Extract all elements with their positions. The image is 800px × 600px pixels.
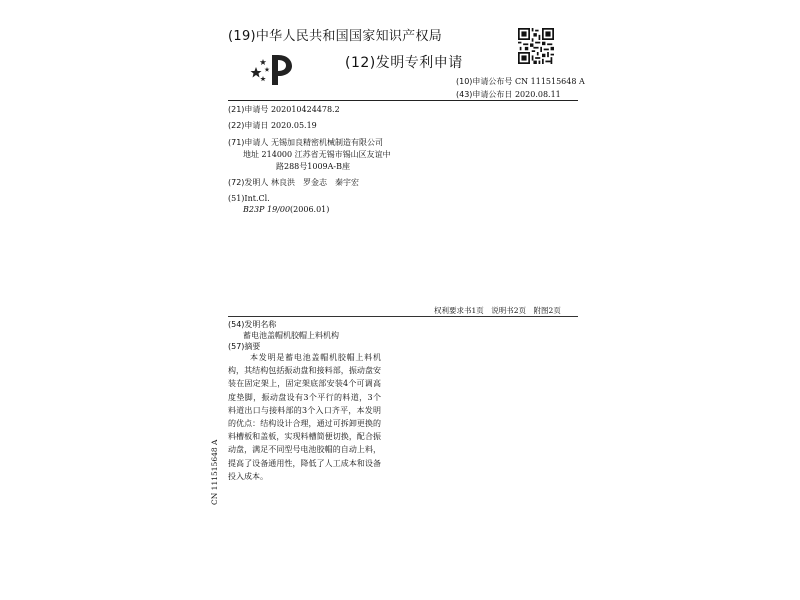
invention-title: 蓄电池盖帽机胶帽上料机构 [243,331,339,340]
address-line1: 214000 江苏省无锡市锡山区友谊中 [261,150,391,159]
applicant-value: 无锡加良精密机械制造有限公司 [270,138,383,147]
cnipa-logo-icon [248,53,294,87]
intcl-year: (2006.01) [290,205,330,214]
app-date-value: 2020.05.19 [270,121,317,130]
address [243,149,391,160]
address-label: 地址 [243,150,259,159]
applicant [228,137,383,148]
app-no-label: (21)申请号 [228,105,269,114]
qr-code-icon [518,28,554,64]
document-type: (12)发明专利申请 [345,55,463,71]
abstract-text: 本发明是蓄电池盖帽机胶帽上料机构，其结构包括振动盘和接料部，振动盘安装在固定架上，固定架底部安装4个可调高度垫脚，振动盘设有3个平行的料道，3个料道出口与接料部的3个入口齐平，本发明的优点：结构设计合理，通过可拆卸更换的料槽板和盖板，实现料槽简便切换，配合振动盘，满足不同型号电池胶帽的自动上料，提高了设备通用性，降低了人工成本和设备投入成本。 [228,353,381,481]
publication-number [456,76,585,87]
publication-date [456,89,561,100]
intcl-label: (51)Int.Cl. [228,194,270,203]
pub-date-value: 2020.08.11 [514,90,561,99]
address-line2: 路288号1009A-B座 [276,162,350,171]
pub-no-label: (10)申请公布号 [456,77,513,86]
intcl-classification [243,205,329,214]
app-date-label: (22)申请日 [228,121,269,130]
pub-no-value: CN 111515648 A [514,77,585,86]
intcl-code: B23P 19/00 [243,205,291,214]
section-rule [228,316,578,317]
page-counts: 权利要求书1页 说明书2页 附图2页 [434,306,561,315]
application-date [228,120,317,131]
abstract-label: (57)摘要 [228,342,261,351]
authority-title: (19)中华人民共和国国家知识产权局 [228,29,443,44]
pub-date-label: (43)申请公布日 [456,90,513,99]
side-publication-number: CN 111515648 A [210,439,219,505]
inventor-value: 林良洪 罗金志 秦宇宏 [270,178,359,187]
applicant-label: (71)申请人 [228,138,269,147]
inventor-label: (72)发明人 [228,178,269,187]
invention-title-label: (54)发明名称 [228,320,277,329]
header-rule [228,100,578,101]
application-number [228,104,340,115]
app-no-value: 202010424478.2 [270,105,340,114]
inventors [228,177,359,188]
